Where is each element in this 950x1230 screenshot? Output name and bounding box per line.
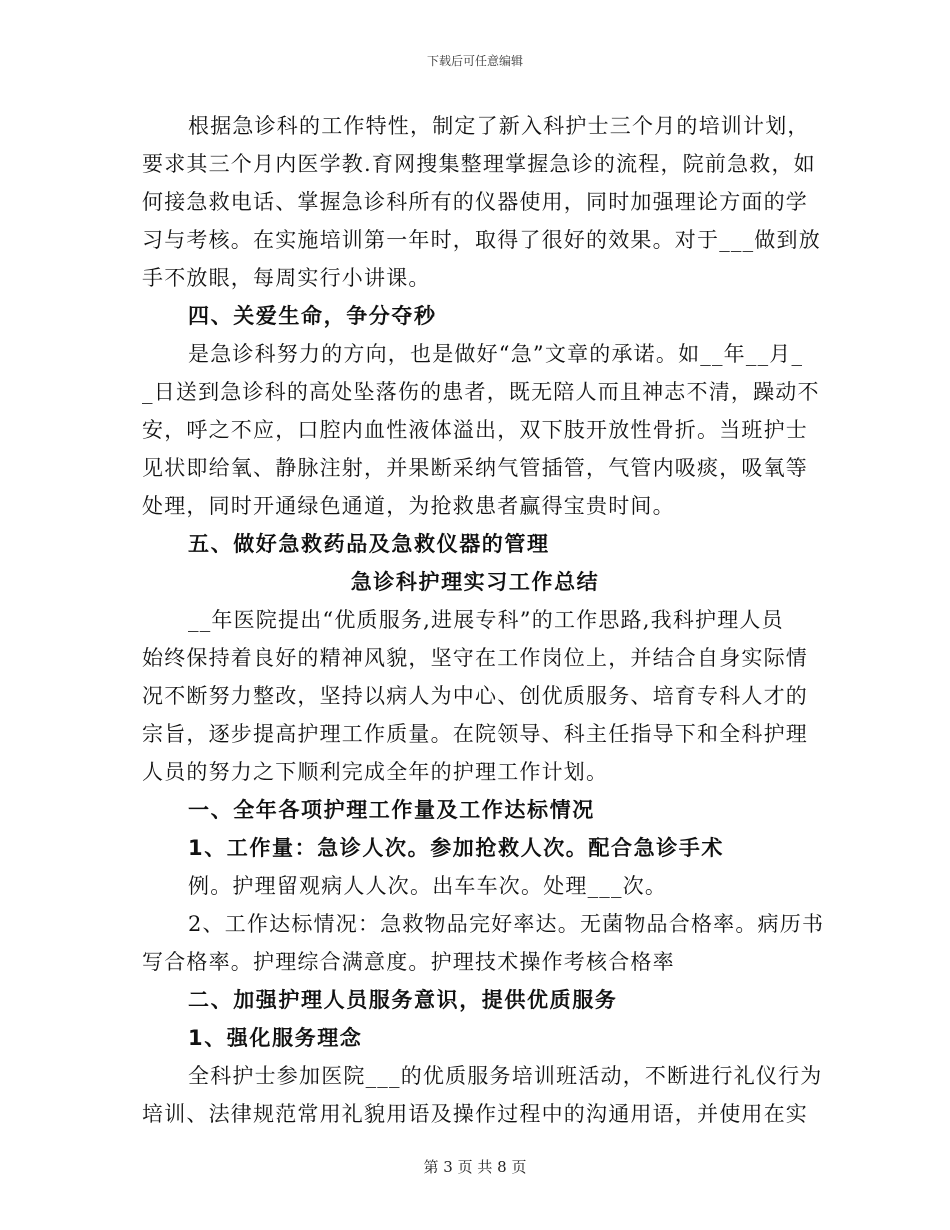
paragraph-line: 写合格率。护理综合满意度。护理技术操作考核合格率 (142, 950, 675, 974)
paragraph-line: 况不断努力整改，坚持以病人为中心、创优质服务、培育专科人才的 (142, 684, 808, 708)
paragraph-line: 根据急诊科的工作特性，制定了新入科护士三个月的培训计划， (188, 114, 810, 138)
paragraph-line: 始终保持着良好的精神风貌，坚守在工作岗位上，并结合自身实际情 (142, 646, 808, 670)
paragraph-line: 是急诊科努力的方向，也是做好“急”文章的承诺。如__年__月_ (188, 342, 804, 366)
paragraph-line: 例。护理留观病人人次。出车车次。处理___次。 (188, 874, 668, 898)
page-header: 下载后可任意编辑 (426, 54, 523, 68)
subsection-heading: 1、强化服务理念 (188, 1026, 363, 1050)
subsection-heading: 1、工作量：急诊人次。参加抢救人次。配合急诊手术 (188, 836, 725, 860)
paragraph-line: 习与考核。在实施培训第一年时，取得了很好的效果。对于___做到放 (142, 228, 821, 252)
paragraph-line: 2、工作达标情况：急救物品完好率达。无菌物品合格率。病历书 (188, 912, 825, 936)
paragraph-line: 全科护士参加医院___的优质服务培训班活动，不断进行礼仪行为 (188, 1064, 823, 1088)
paragraph-line: 人员的努力之下顺利完成全年的护理工作计划。 (142, 760, 609, 784)
paragraph-line: _日送到急诊科的高处坠落伤的患者，既无陪人而且神志不清，躁动不 (142, 380, 820, 404)
paragraph-line: __年医院提出“优质服务,进展专科”的工作思路,我科护理人员 (188, 608, 784, 632)
page-number: 第 3 页 共 8 页 (423, 1158, 527, 1176)
section-heading: 五、做好急救药品及急救仪器的管理 (188, 532, 550, 556)
document-title: 急诊科护理实习工作总结 (350, 570, 600, 594)
section-heading: 四、关爱生命，争分夺秒 (188, 304, 437, 328)
paragraph-line: 手不放眼，每周实行小讲课。 (142, 266, 431, 290)
section-heading: 一、全年各项护理工作量及工作达标情况 (188, 798, 595, 822)
paragraph-line: 要求其三个月内医学教.育网搜集整理掌握急诊的流程，院前急救，如 (142, 152, 816, 176)
paragraph-line: 见状即给氧、静脉注射，并果断采纳气管插管，气管内吸痰，吸氧等 (142, 456, 808, 480)
paragraph-line: 宗旨，逐步提高护理工作质量。在院领导、科主任指导下和全科护理 (142, 722, 808, 746)
paragraph-line: 安，呼之不应，口腔内血性液体溢出，双下肢开放性骨折。当班护士 (142, 418, 808, 442)
paragraph-line: 何接急救电话、掌握急诊科所有的仪器使用，同时加强理论方面的学 (142, 190, 808, 214)
paragraph-line: 培训、法律规范常用礼貌用语及操作过程中的沟通用语，并使用在实 (142, 1102, 808, 1126)
section-heading: 二、加强护理人员服务意识，提供优质服务 (188, 988, 618, 1012)
paragraph-line: 处理，同时开通绿色通道，为抢救患者赢得宝贵时间。 (142, 494, 675, 518)
